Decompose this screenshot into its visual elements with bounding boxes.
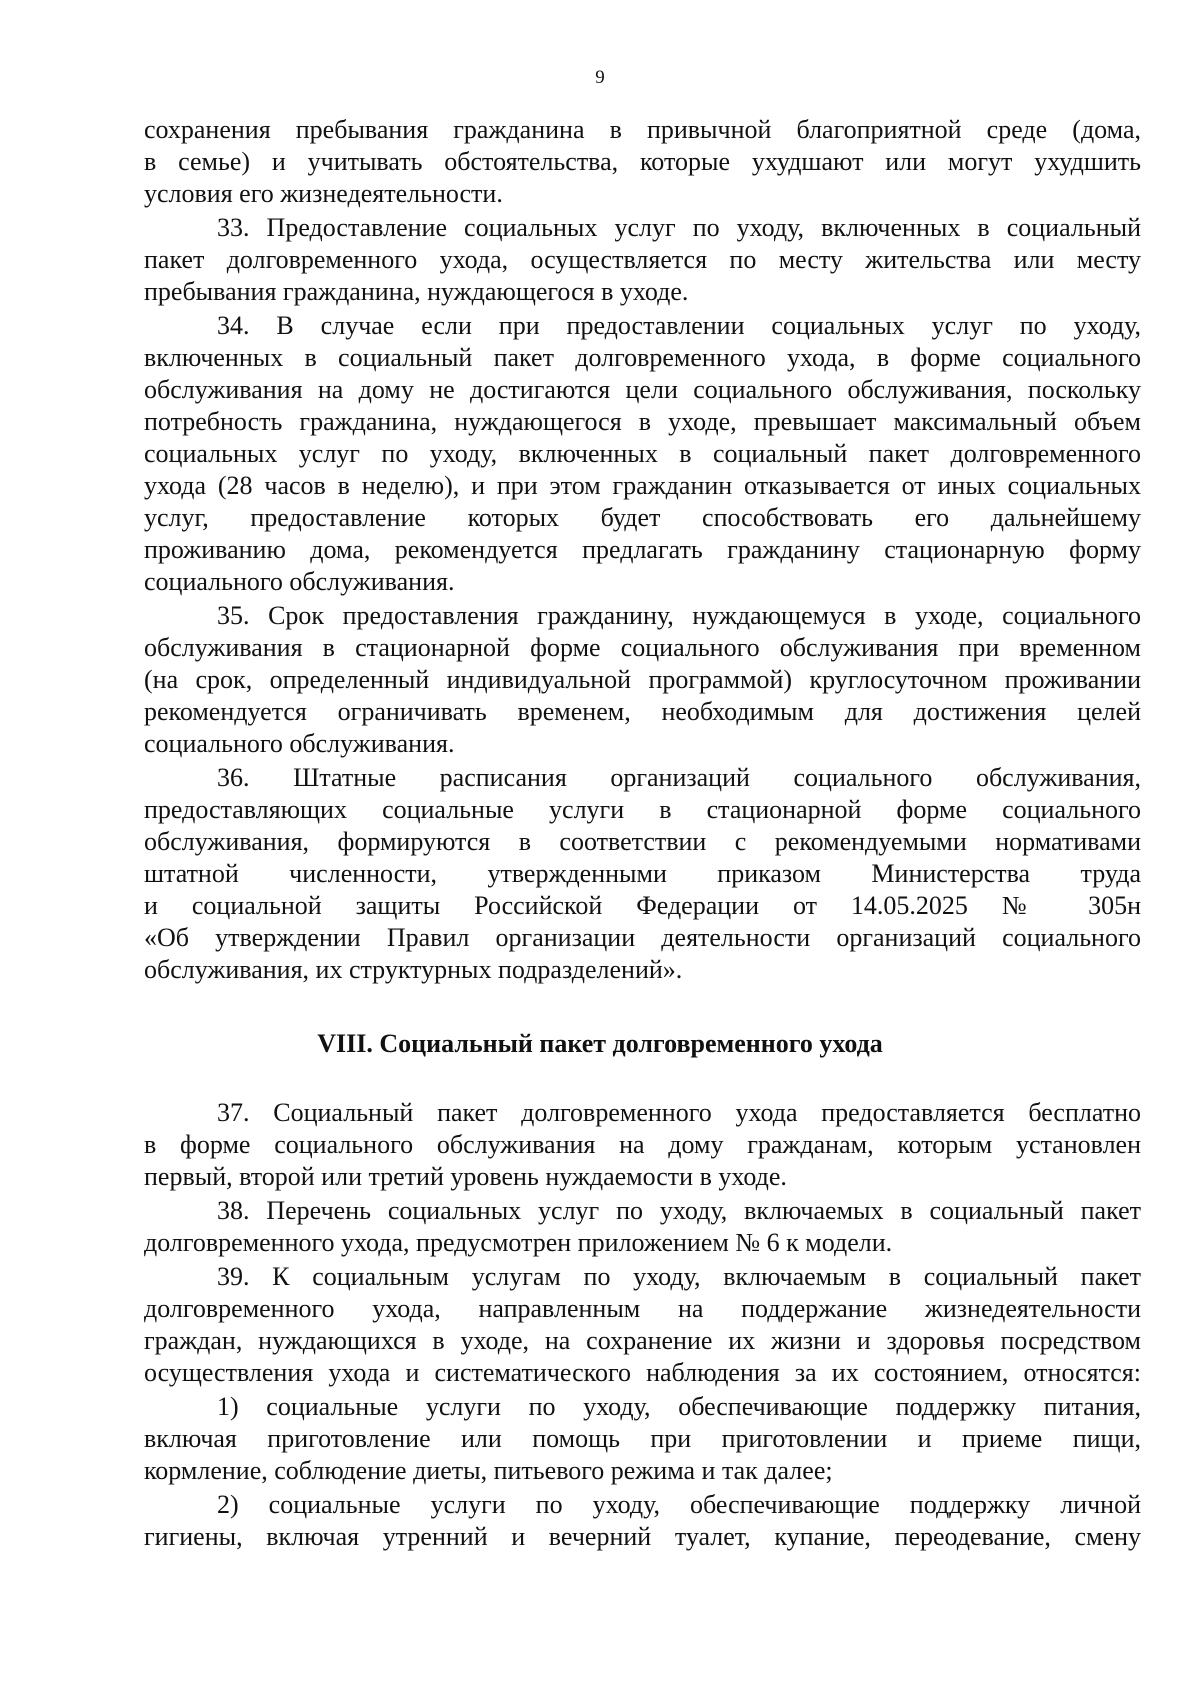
text-line: обслуживания в стационарной форме социального обслуживания при временном — [144, 633, 1141, 662]
text-line: пакет долговременного ухода, осуществляется по месту жительства или месту — [144, 245, 1141, 274]
text-line: обслуживания, их структурных подразделений». — [144, 955, 683, 984]
text-line: «Об утверждении Правил организации деятельности организаций социального — [144, 923, 1141, 952]
text-line: включая приготовление или помощь при приготовлении и приеме пищи, — [144, 1424, 1141, 1453]
paragraph-35-line: 35. Срок предоставления гражданину, нуждающемуся в уходе, социального — [217, 601, 1141, 630]
text-line: и социальной защиты Российской Федерации от 14.05.2025 № 305н — [144, 891, 1141, 920]
text-line: штатной численности, утвержденными приказом Министерства труда — [144, 859, 1141, 888]
text-line: обслуживания, формируются в соответствии с рекомендуемыми нормативами — [144, 827, 1141, 856]
text-line: социального обслуживания. — [144, 729, 455, 758]
page-number: 9 — [595, 67, 605, 88]
text-line: проживанию дома, рекомендуется предлагать гражданину стационарную форму — [144, 535, 1141, 564]
text-line: ухода (28 часов в неделю), и при этом гражданин отказывается от иных социальных — [144, 471, 1141, 500]
section-heading: VIII. Социальный пакет долговременного ухода — [317, 1029, 883, 1058]
text-line: граждан, нуждающихся в уходе, на сохранение их жизни и здоровья посредством — [144, 1326, 1141, 1355]
paragraph-34-line: 34. В случае если при предоставлении социальных услуг по уходу, — [217, 311, 1141, 340]
text-line: обслуживания на дому не достигаются цели социального обслуживания, поскольку — [144, 375, 1141, 404]
text-line: потребность гражданина, нуждающегося в уходе, превышает максимальный объем — [144, 407, 1141, 436]
text-line: осуществления ухода и систематического наблюдения за их состоянием, относятся: — [144, 1358, 1141, 1387]
paragraph-39-line: 39. К социальным услугам по уходу, включаемым в социальный пакет — [217, 1262, 1141, 1291]
paragraph-36-line: 36. Штатные расписания организаций социального обслуживания, — [217, 763, 1141, 792]
text-line: рекомендуется ограничивать временем, необходимым для достижения целей — [144, 697, 1141, 726]
paragraph-37-line: 37. Социальный пакет долговременного ухода предоставляется бесплатно — [217, 1098, 1141, 1127]
text-line: сохранения пребывания гражданина в привычной благоприятной среде (дома, — [144, 115, 1141, 144]
text-line: включенных в социальный пакет долговременного ухода, в форме социального — [144, 343, 1141, 372]
text-line: в форме социального обслуживания на дому гражданам, которым установлен — [144, 1130, 1141, 1159]
paragraph-38-line: 38. Перечень социальных услуг по уходу, включаемых в социальный пакет — [217, 1196, 1141, 1225]
text-line: условия его жизнедеятельности. — [144, 179, 503, 208]
text-line: долговременного ухода, предусмотрен приложением № 6 к модели. — [144, 1228, 893, 1257]
list-item-1-line: 1) социальные услуги по уходу, обеспечивающие поддержку питания, — [217, 1392, 1141, 1421]
text-line: долговременного ухода, направленным на поддержание жизнедеятельности — [144, 1294, 1141, 1323]
text-line: кормление, соблюдение диеты, питьевого режима и так далее; — [144, 1456, 833, 1485]
text-line: социальных услуг по уходу, включенных в социальный пакет долговременного — [144, 439, 1141, 468]
text-line: гигиены, включая утренний и вечерний туалет, купание, переодевание, смену — [144, 1522, 1141, 1551]
paragraph-33-line: 33. Предоставление социальных услуг по уходу, включенных в социальный — [217, 213, 1141, 242]
text-line: услуг, предоставление которых будет способствовать его дальнейшему — [144, 503, 1141, 532]
text-line: социального обслуживания. — [144, 567, 455, 596]
text-line: (на срок, определенный индивидуальной программой) круглосуточном проживании — [144, 665, 1141, 694]
text-line: пребывания гражданина, нуждающегося в уходе. — [144, 277, 689, 306]
list-item-2-line: 2) социальные услуги по уходу, обеспечивающие поддержку личной — [217, 1490, 1141, 1519]
text-line: первый, второй или третий уровень нуждаемости в уходе. — [144, 1162, 787, 1191]
text-line: предоставляющих социальные услуги в стационарной форме социального — [144, 795, 1141, 824]
text-line: в семье) и учитывать обстоятельства, которые ухудшают или могут ухудшить — [144, 147, 1141, 176]
